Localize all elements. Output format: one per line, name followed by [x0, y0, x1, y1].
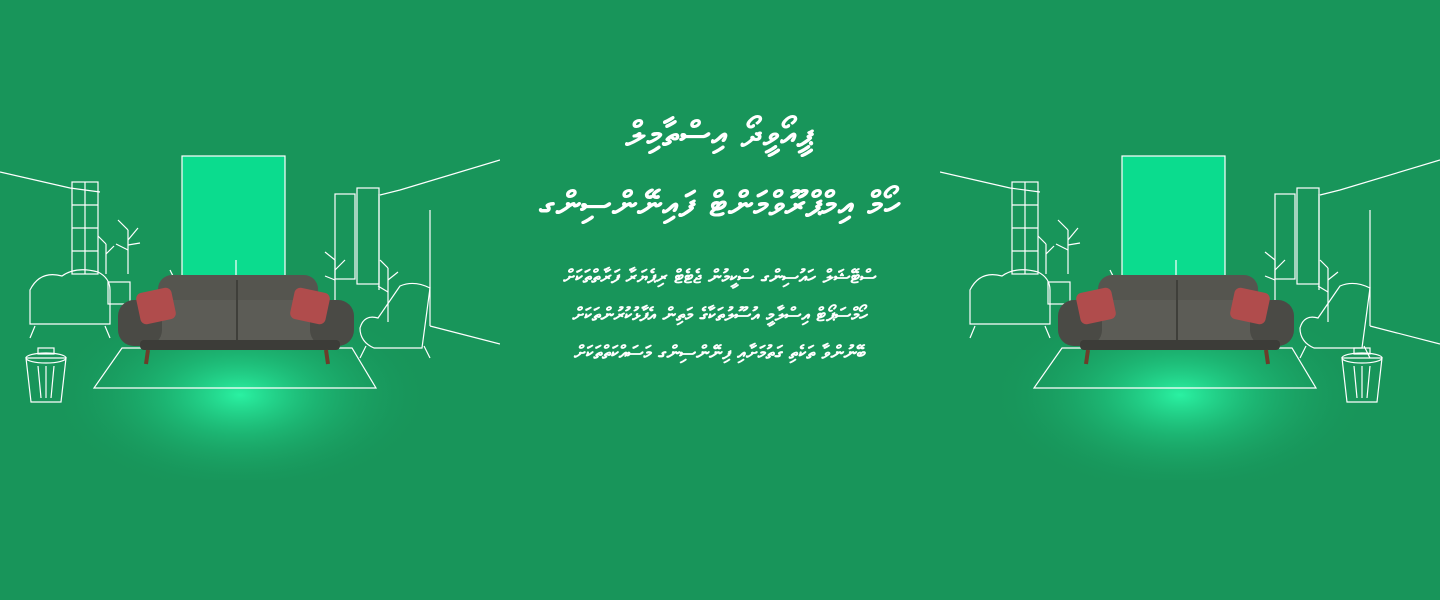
headline-line-2: ހޯމް އިމްޕްރޫވްމަންޓް ފައިނޭންސިންގ	[539, 185, 901, 225]
headline-line-1: ޕީއޯވީދޯ އިސްތާމިލް	[625, 115, 815, 155]
green-door	[182, 156, 285, 281]
headline	[500, 100, 940, 240]
description-line-3: ބޭނުންވާ ތަކެތި ގަތުމަށާއި ފިނޭންސިންގ މަސައްކަތްތަކަށް	[574, 342, 866, 364]
description	[500, 258, 940, 372]
living-room-illustration-right	[940, 150, 1440, 480]
description-line-1: ސްޓޭޝަލް ހައުސިންގ ސްކީމުން ޖެޓެޓް ރިޕެޔަރާ ފަރާތްތަކަށް	[563, 266, 877, 288]
hero-copy	[500, 100, 940, 372]
green-door	[1122, 156, 1225, 281]
description-line-2: ހޯމްސަޕޯޓް އިސްލާމީ އުސޫލުތަކާގެ މަތިން އެފާޅުކުރުންތަކަށް	[572, 304, 868, 326]
living-room-illustration-left	[0, 150, 500, 480]
